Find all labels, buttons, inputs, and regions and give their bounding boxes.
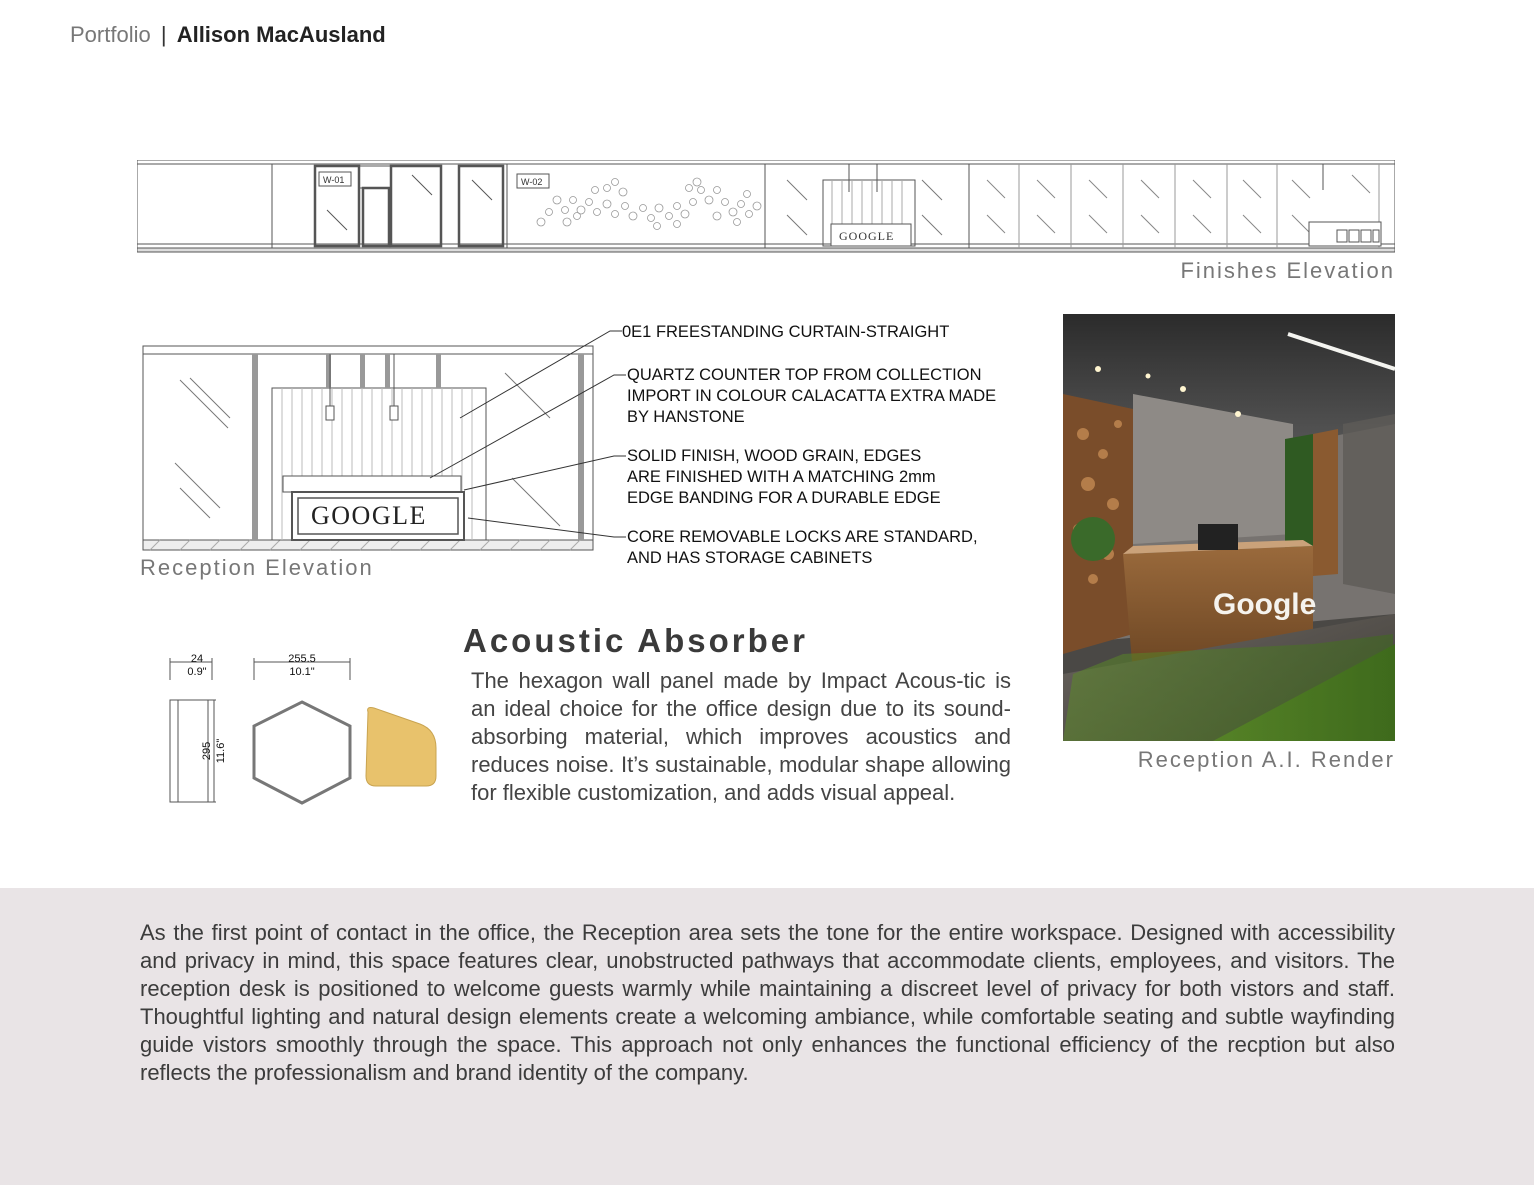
dim-height-in: 11.6" (215, 738, 227, 764)
hex-tile (594, 209, 601, 216)
finishes-tag-w01: W-01 (323, 175, 345, 185)
hex-tile (674, 203, 681, 210)
note-quartz-line2: IMPORT IN COLOUR CALACATTA EXTRA MADE (627, 387, 997, 405)
hex-tile (666, 213, 673, 220)
hex-tile (686, 185, 693, 192)
finishes-elevation-drawing (137, 160, 1395, 255)
hex-tile (713, 212, 721, 220)
hex-tile (619, 188, 627, 196)
finishes-desk-sign: GOOGLE (839, 229, 895, 243)
reception-elevation-caption: Reception Elevation (140, 555, 374, 580)
hex-tile (546, 209, 553, 216)
note-quartz-line1: QUARTZ COUNTER TOP FROM COLLECTION (627, 366, 982, 384)
reception-elevation-drawing (140, 318, 1040, 568)
hex-tile (746, 211, 753, 218)
hex-tile (629, 212, 637, 220)
hex-tile (648, 215, 655, 222)
note-finish-line2: ARE FINISHED WITH A MATCHING 2mm (627, 468, 936, 486)
hex-tile (753, 202, 761, 210)
hex-tile (562, 207, 569, 214)
note-finish-line1: SOLID FINISH, WOOD GRAIN, EDGES (627, 447, 922, 465)
hex-tile (640, 205, 647, 212)
hex-tile (603, 200, 611, 208)
hex-tile (592, 187, 599, 194)
hex-tile (698, 187, 705, 194)
hex-tile (681, 210, 689, 218)
dim-depth-mm: 24 (190, 653, 204, 665)
hex-tile (729, 208, 737, 216)
dim-width-in: 10.1" (289, 666, 315, 678)
dim-width-mm: 255.5 (288, 653, 316, 665)
render-caption: Reception A.I. Render (1137, 747, 1395, 772)
hex-tile (612, 211, 619, 218)
hex-tile (563, 218, 571, 226)
hex-tile (622, 203, 629, 210)
header-separator: | (160, 22, 167, 47)
footer-description: As the first point of contact in the office, the Reception area sets the tone for the entire workspace. Designed with accessibility and privacy in mind, this space features clear, unobstructed pathways that accommodate clients, employees, and visitors. The reception desk is positioned to welcome guests warmly while maintaining a discreet level of privacy for both vistors and staff. Thoughtful lighting and natural design elements create a welcoming ambiance, while comfortable seating and subtle wayfinding guide vistors smoothly through the space. This approach not only enhances the functional efficiency of the recption but also reflects the professionalism and brand identity of the company. (140, 920, 1395, 1085)
hex-tile (734, 219, 741, 226)
hex-tile (744, 191, 751, 198)
acoustic-title: Acoustic Absorber (463, 622, 809, 659)
render-logo: Google (1213, 588, 1317, 621)
hex-tile (738, 201, 745, 208)
finishes-elevation-caption: Finishes Elevation (1180, 258, 1395, 283)
hex-tile (722, 199, 729, 206)
finishes-tag-w02: W-02 (521, 177, 543, 187)
hex-tile (705, 196, 713, 204)
header-author: Allison MacAusland (176, 22, 386, 47)
hex-tile (690, 199, 697, 206)
hex-tile (553, 196, 561, 204)
acoustic-description: The hexagon wall panel made by Impact Acous-tic is an ideal choice for the office design due to its sound-absorbing material, which improves acoustics and reduces noise. It’s sustainable, modular shape allowing for flexible customization, and adds visual appeal. (471, 668, 1011, 805)
reception-render-image (1063, 314, 1395, 741)
hex-tile (537, 218, 545, 226)
acoustic-panel-drawing (150, 640, 450, 820)
hex-tile (655, 204, 663, 212)
hex-tile (604, 185, 611, 192)
note-locks-line2: AND HAS STORAGE CABINETS (627, 549, 873, 567)
hex-tile (612, 179, 619, 186)
dim-height-mm: 295 (201, 741, 213, 761)
hex-tile (693, 178, 701, 186)
note-finish-line3: EDGE BANDING FOR A DURABLE EDGE (627, 489, 941, 507)
dim-depth-in: 0.9" (187, 666, 207, 678)
hex-tile (714, 187, 721, 194)
note-curtain: 0E1 FREESTANDING CURTAIN-STRAIGHT (622, 323, 950, 341)
reception-desk-sign: GOOGLE (311, 501, 427, 530)
hex-tile (570, 197, 577, 204)
note-locks-line1: CORE REMOVABLE LOCKS ARE STANDARD, (627, 528, 978, 546)
hex-tile (574, 213, 581, 220)
hex-tile (654, 223, 661, 230)
hex-tile (674, 221, 681, 228)
header-section: Portfolio (70, 22, 151, 47)
note-quartz-line3: BY HANSTONE (627, 408, 745, 426)
page-header (70, 22, 386, 48)
acoustic-panel-sample (366, 708, 436, 787)
hex-tile (586, 199, 593, 206)
